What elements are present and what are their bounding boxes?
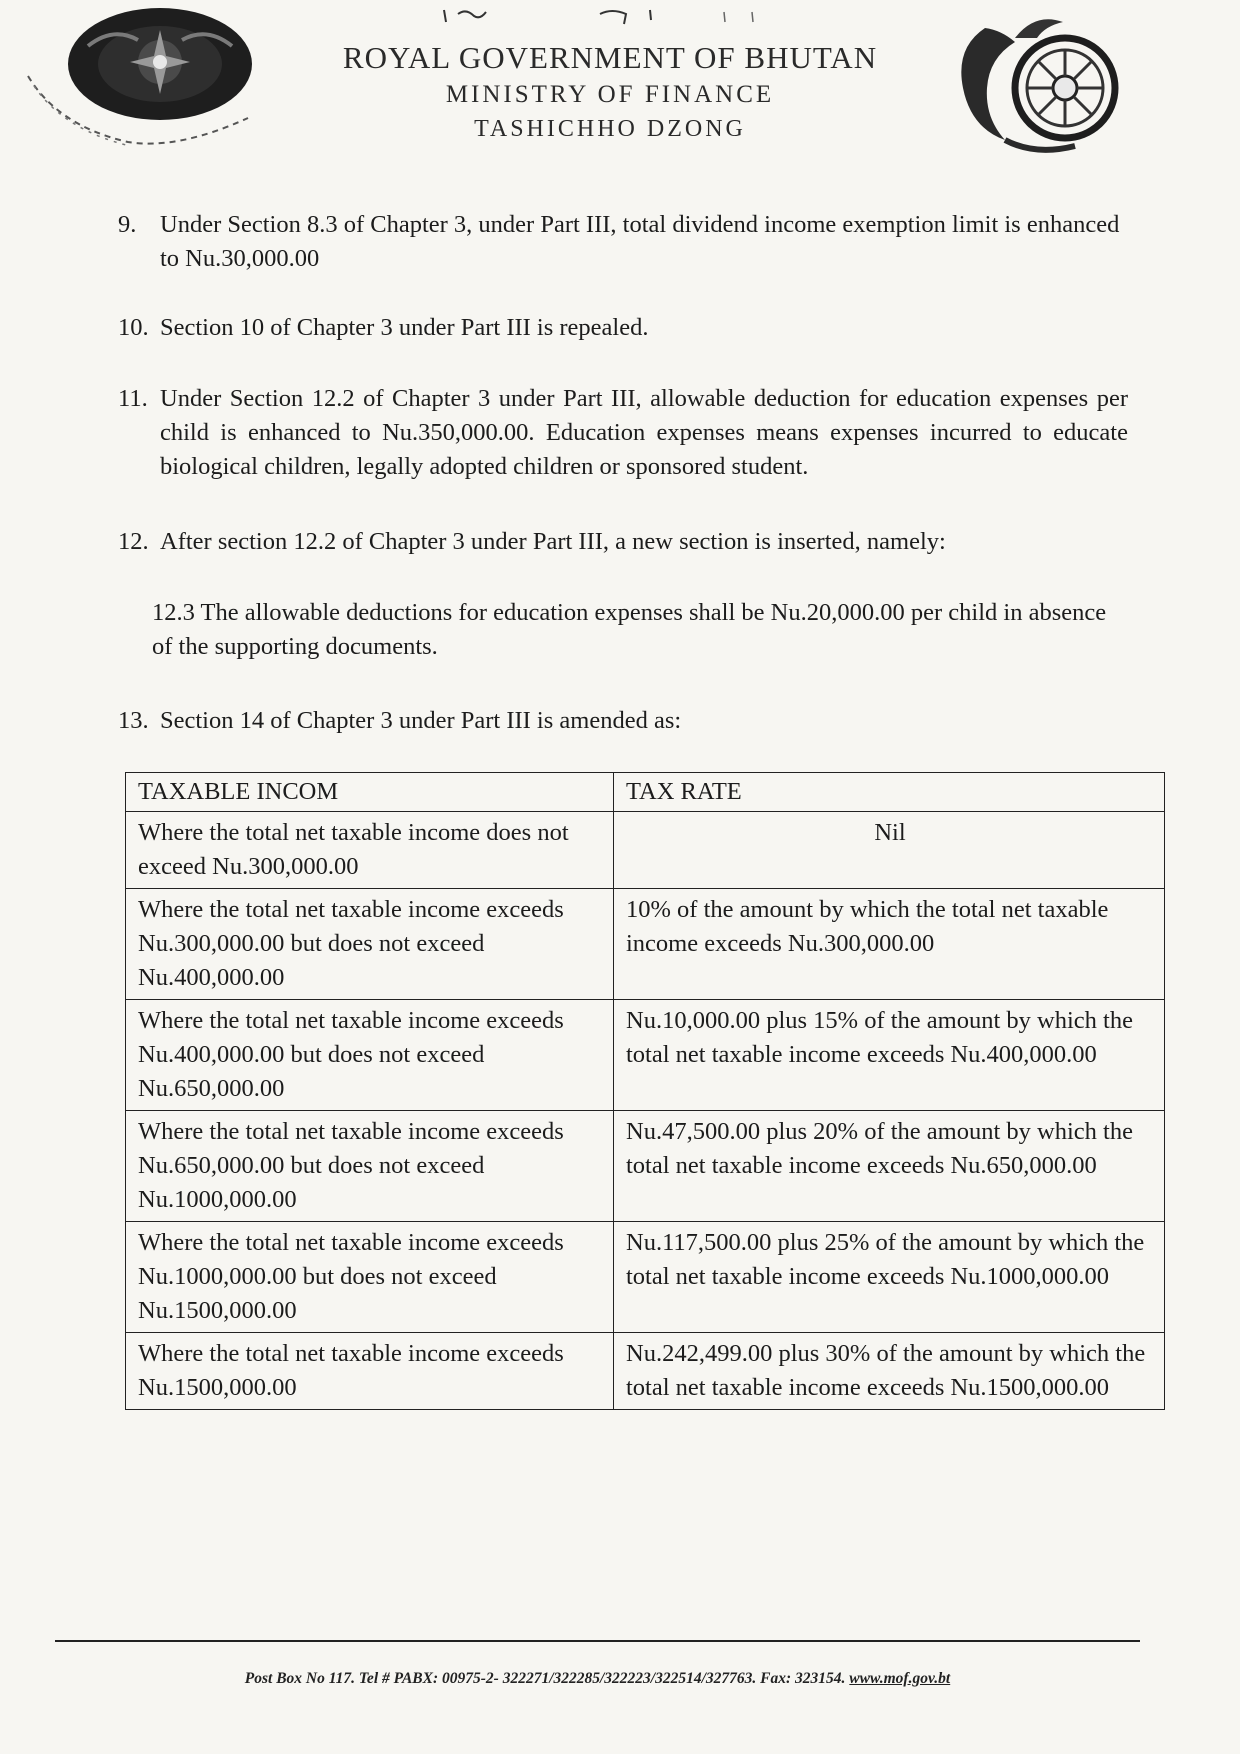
income-cell: Where the total net taxable income exceeds Nu.400,000.00 but does not exceed Nu.650,000.00 — [126, 1000, 614, 1111]
item-number: 9. — [118, 211, 137, 238]
rate-cell: Nil — [614, 812, 1165, 889]
footer-contact — [55, 1670, 1140, 1688]
national-emblem-icon — [18, 6, 268, 156]
column-header-tax-rate: TAX RATE — [614, 773, 1165, 812]
list-item — [118, 704, 1128, 738]
rate-cell: Nu.47,500.00 plus 20% of the amount by which the total net taxable income exceeds Nu.650,000.00 — [614, 1111, 1165, 1222]
letterhead — [280, 40, 940, 146]
item-number: 11. — [118, 385, 148, 412]
list-item — [118, 311, 1128, 345]
handwritten-marks — [440, 4, 760, 26]
table-header-row — [126, 773, 1165, 812]
income-cell: Where the total net taxable income exceeds Nu.300,000.00 but does not exceed Nu.400,000.00 — [126, 889, 614, 1000]
item-number: 13. — [118, 707, 149, 734]
item-number: 12. — [118, 528, 149, 555]
item-text: After section 12.2 of Chapter 3 under Part III, a new section is inserted, namely: — [160, 528, 946, 555]
office-location: TASHICHHO DZONG — [474, 116, 746, 142]
table-row — [126, 889, 1165, 1000]
income-cell: Where the total net taxable income exceeds Nu.1500,000.00 — [126, 1333, 614, 1410]
footer-contact-text: Post Box No 117. Tel # PABX: 00975-2- 322271/322285/322223/322514/327763. Fax: 323154. — [244, 1670, 846, 1687]
item-text: Section 10 of Chapter 3 under Part III is repealed. — [160, 314, 649, 341]
table-row — [126, 1000, 1165, 1111]
rate-cell: Nu.117,500.00 plus 25% of the amount by which the total net taxable income exceeds Nu.1000,000.00 — [614, 1222, 1165, 1333]
footer-divider — [55, 1640, 1140, 1642]
item-text: Section 14 of Chapter 3 under Part III is amended as: — [160, 707, 682, 734]
list-item — [118, 525, 1128, 559]
subsection-text: 12.3 The allowable deductions for education expenses shall be Nu.20,000.00 per child in absence of the supporting documents. — [152, 599, 1107, 660]
list-item — [118, 382, 1128, 484]
item-text: Under Section 12.2 of Chapter 3 under Part III, allowable deduction for education expenses per child is enhanced to Nu.350,000.00. Education expenses means expenses incurred to educate biological children, legally adopted children or sponsored student. — [160, 385, 1128, 480]
item-number: 10. — [118, 314, 149, 341]
income-cell: Where the total net taxable income does not exceed Nu.300,000.00 — [126, 812, 614, 889]
table-row — [126, 1111, 1165, 1222]
ministry-dragon-wheel-icon — [945, 8, 1130, 158]
rate-cell: 10% of the amount by which the total net taxable income exceeds Nu.300,000.00 — [614, 889, 1165, 1000]
rate-cell: Nu.10,000.00 plus 15% of the amount by which the total net taxable income exceeds Nu.400,000.00 — [614, 1000, 1165, 1111]
table-row — [126, 812, 1165, 889]
list-item — [118, 208, 1128, 276]
website-link[interactable]: www.mof.gov.bt — [849, 1670, 951, 1687]
income-cell: Where the total net taxable income exceeds Nu.650,000.00 but does not exceed Nu.1000,000.00 — [126, 1111, 614, 1222]
item-text: Under Section 8.3 of Chapter 3, under Part III, total dividend income exemption limit is enhanced to Nu.30,000.00 — [160, 211, 1120, 272]
rate-cell: Nu.242,499.00 plus 30% of the amount by which the total net taxable income exceeds Nu.1500,000.00 — [614, 1333, 1165, 1410]
ministry-name: MINISTRY OF FINANCE — [445, 81, 775, 108]
government-name: ROYAL GOVERNMENT OF BHUTAN — [342, 40, 878, 75]
income-cell: Where the total net taxable income exceeds Nu.1000,000.00 but does not exceed Nu.1500,000.00 — [126, 1222, 614, 1333]
table-row — [126, 1333, 1165, 1410]
table-row — [126, 1222, 1165, 1333]
column-header-taxable-income: TAXABLE INCOM — [126, 773, 614, 812]
tax-rate-table — [125, 772, 1165, 1410]
